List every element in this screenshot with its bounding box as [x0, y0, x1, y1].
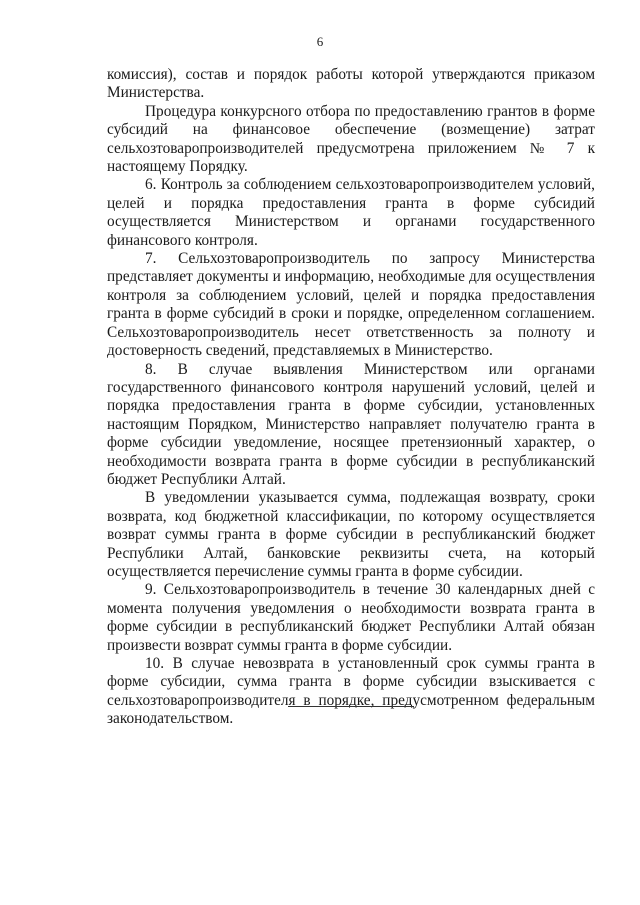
end-of-document-rule	[288, 706, 414, 707]
paragraph-item-8-violations: 8. В случае выявления Министерством или органами государственного финансового контроля нарушений условий, целей и порядка предоставления гранта в форме субсидии, установленных настоящим Порядком, Министерство направляет получателю гранта в форме субсидии уведомление, носящее претензионный характер, о необходимости возврата гранта в форме субсидии в республиканский бюджет Республики Алтай.	[107, 360, 595, 488]
paragraph-item-6-control: 6. Контроль за соблюдением сельхозтоваропроизводителем условий, целей и порядка предоставления гранта в форме субсидий осуществляется Министерством и органами государственного финансового контроля.	[107, 176, 595, 249]
paragraph-item-10-recovery: 10. В случае невозврата в установленный срок суммы гранта в форме субсидии, сумма гранта в форме субсидии взыскивается с сельхозтоваропроизводителя в порядке, предусмотренном федеральным законодательством.	[107, 655, 595, 728]
paragraph-commission-continuation: комиссия), состав и порядок работы которой утверждаются приказом Министерства.	[107, 66, 595, 102]
paragraph-notice-contents: В уведомлении указывается сумма, подлежащая возврату, сроки возврата, код бюджетной классификации, по которому осуществляется возврат суммы гранта в форме субсидии в республиканский бюджет Республики Алтай, банковские реквизиты счета, на который осуществляется перечисление суммы гранта в форме субсидии.	[107, 489, 595, 580]
page-number: 6	[316, 34, 324, 49]
paragraph-competitive-selection: Процедура конкурсного отбора по предоставлению грантов в форме субсидий на финансовое обеспечение (возмещение) затрат сельхозтоваропроизводителей предусмотрена приложением № 7 к настоящему Порядку.	[107, 102, 595, 176]
document-body	[107, 66, 595, 729]
paragraph-item-9-return: 9. Сельхозтоваропроизводитель в течение 30 календарных дней с момента получения уведомления о необходимости возврата гранта в форме субсидии в республиканский бюджет Республики Алтай обязан произвести возврат суммы гранта в форме субсидии.	[107, 581, 595, 654]
paragraph-item-7-documents: 7. Сельхозтоваропроизводитель по запросу Министерства представляет документы и информацию, необходимые для осуществления контроля за соблюдением условий, целей и порядка предоставления гранта в форме субсидий в сроки и порядке, определенном соглашением. Сельхозтоваропроизводитель несет ответственность за полноту и достоверность сведений, представляемых в Министерство.	[107, 250, 595, 360]
